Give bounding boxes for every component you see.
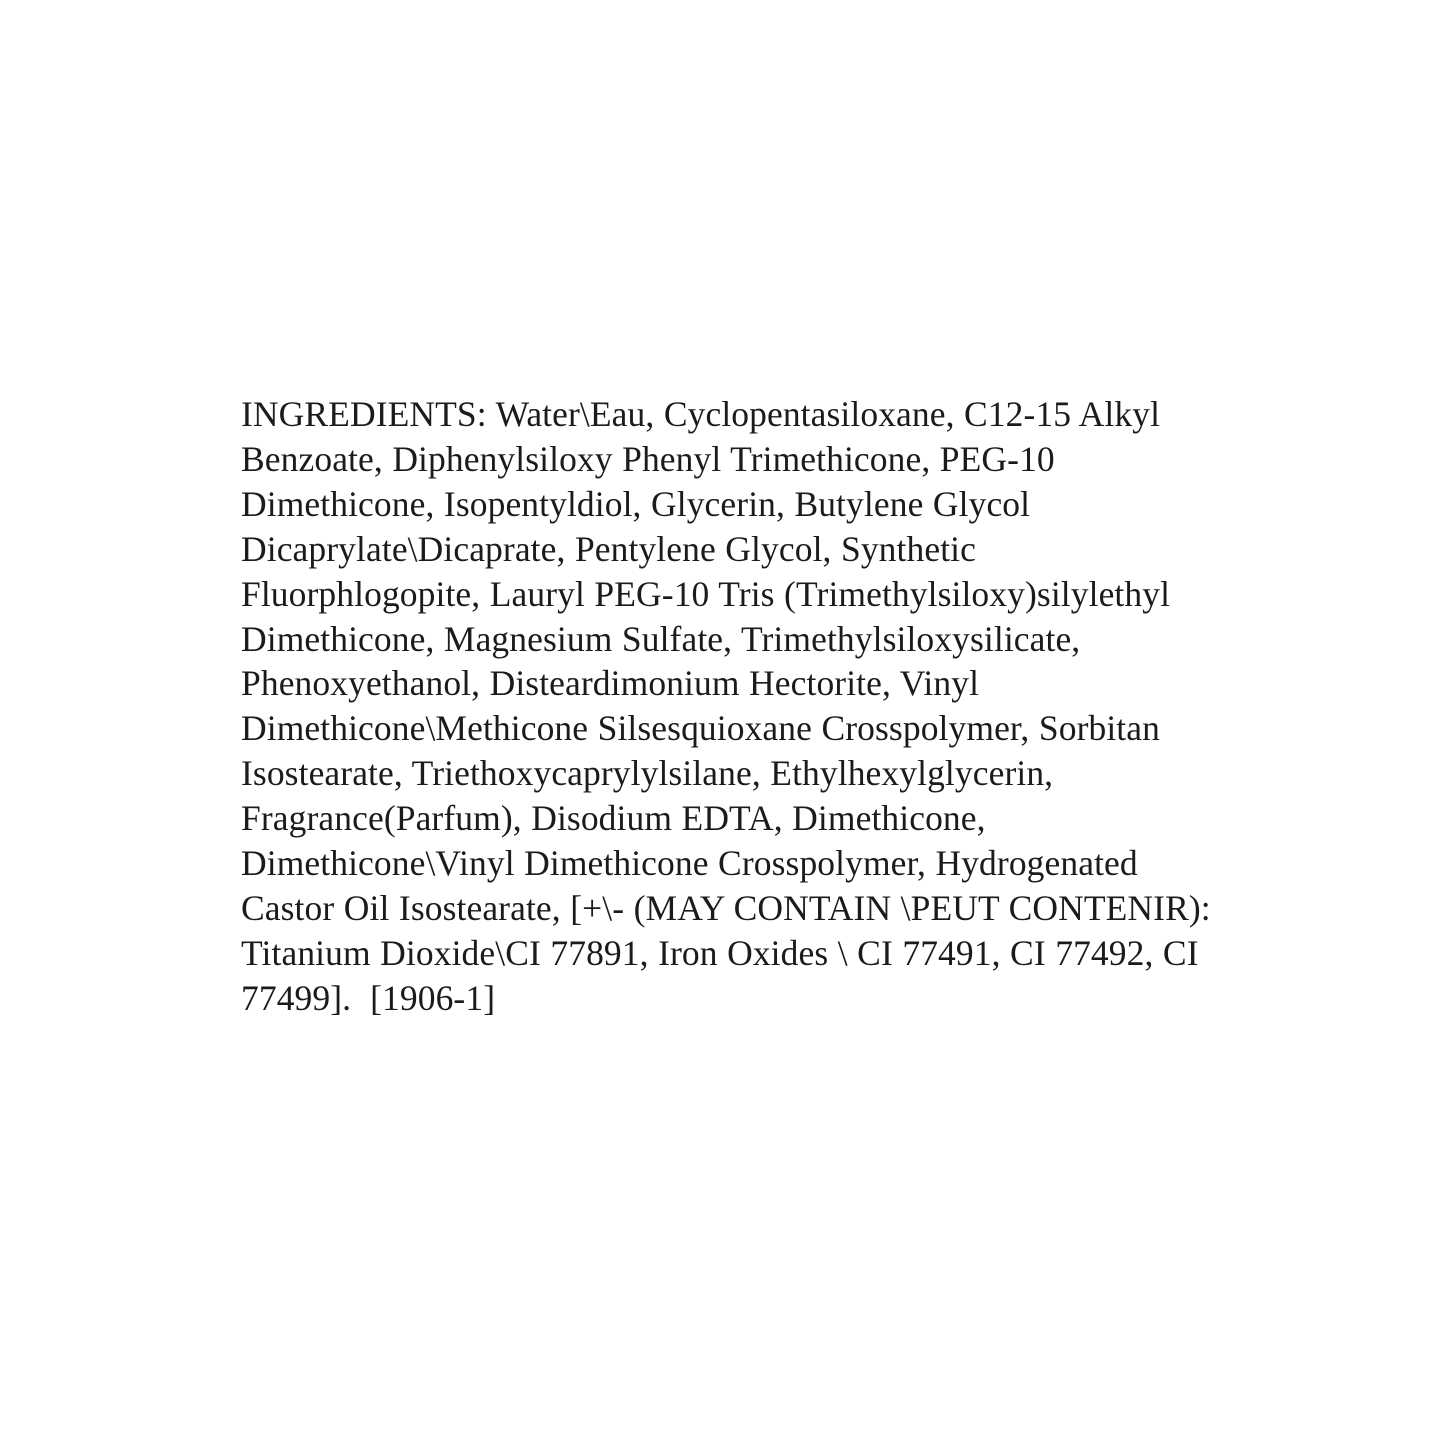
batch-code xyxy=(351,978,370,1018)
batch-code-text: [1906-1] xyxy=(370,977,496,1018)
ingredients-paragraph xyxy=(241,392,1221,1021)
ingredients-text: INGREDIENTS: Water\Eau, Cyclopentasiloxane, C12-15 Alkyl Benzoate, Diphenylsiloxy Phenyl Trimethicone, PEG-10 Dimethicone, Isopentyldiol, Glycerin, Butylene Glycol Dicaprylate\Dicaprate, Pentylene Glycol, Synthetic Fluorphlogopite, Lauryl PEG-10 Tris (Trimethylsiloxy)silylethyl Dimethicone, Magnesium Sulfate, Trimethylsiloxysilicate, Phenoxyethanol, Disteardimonium Hectorite, Vinyl Dimethicone\Methicone Silsesquioxane Crosspolymer, Sorbitan Isostearate, Triethoxycaprylylsilane, Ethylhexylglycerin, Fragrance(Parfum), Disodium EDTA, Dimethicone, Dimethicone\Vinyl Dimethicone Crosspolymer, Hydrogenated Castor Oil Isostearate, [+\- (MAY CONTAIN \PEUT CONTENIR): Titanium Dioxide\CI 77891, Iron Oxides \ CI 77491, CI 77492, CI 77499]. xyxy=(241,394,1211,1018)
